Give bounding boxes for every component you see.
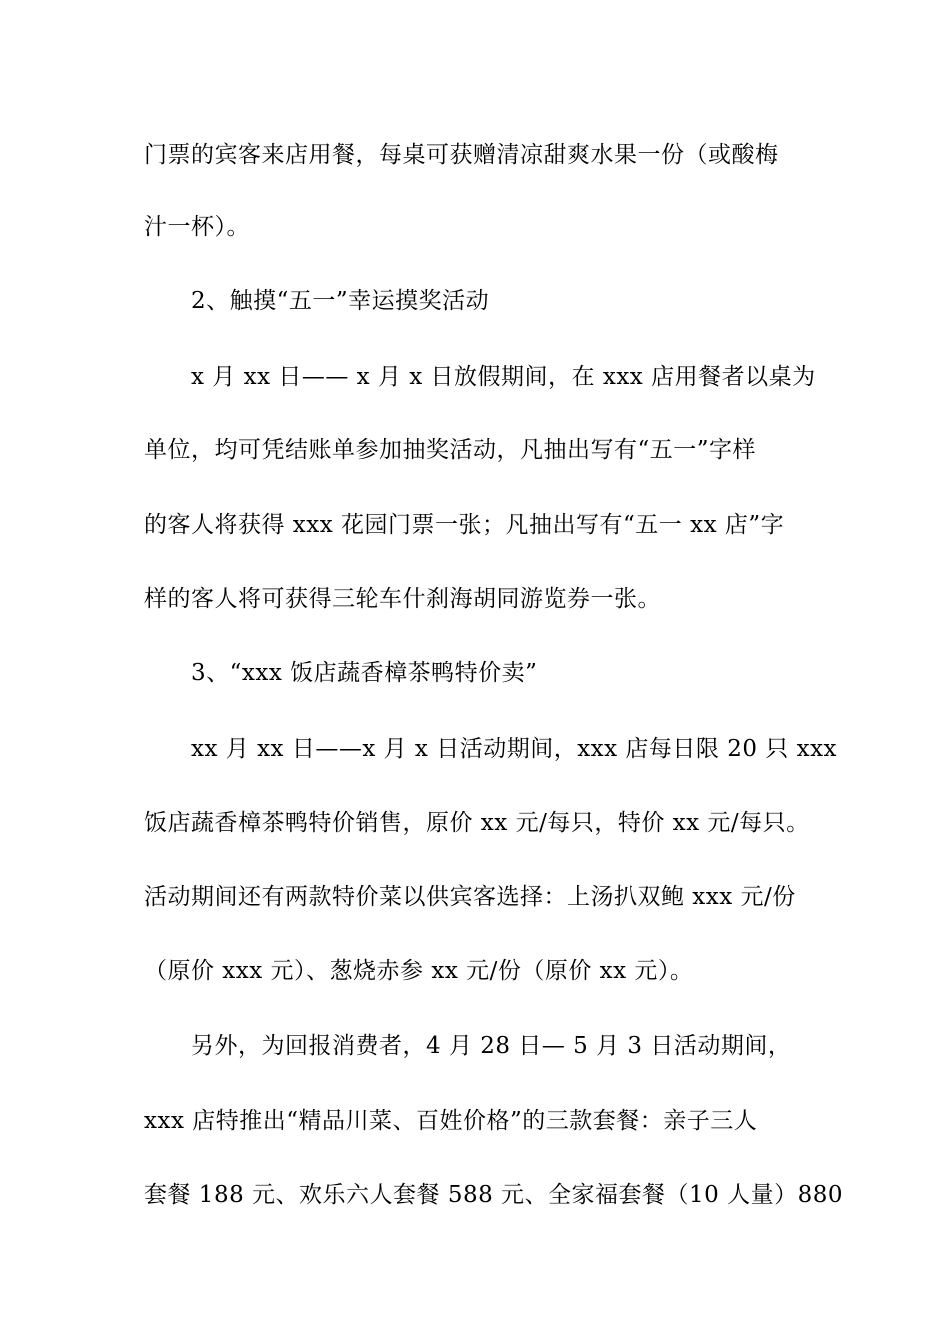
text-line-2: 汁一杯）。 (144, 214, 250, 240)
text-line-11: 活动期间还有两款特价菜以供宾客选择：上汤扒双鲍 xxx 元/份 (144, 884, 796, 910)
text-line-4: x 月 xx 日—— x 月 x 日放假期间，在 xxx 店用餐者以桌为 (191, 364, 816, 390)
text-line-12: （原价 xxx 元）、葱烧赤参 xx 元/份（原价 xx 元）。 (144, 958, 694, 984)
section-heading-3: 3、“xxx 饭店蔬香樟茶鸭特价卖” (191, 660, 538, 686)
text-line-9: xx 月 xx 日——x 月 x 日活动期间，xxx 店每日限 20 只 xxx (191, 736, 838, 762)
text-line-10: 饭店蔬香樟茶鸭特价销售，原价 xx 元/每只，特价 xx 元/每只。 (144, 810, 810, 836)
text-line-13: 另外，为回报消费者，4 月 28 日— 5 月 3 日活动期间， (191, 1033, 792, 1059)
text-line-7: 样的客人将可获得三轮车什刹海胡同游览券一张。 (144, 586, 661, 612)
text-line-15: 套餐 188 元、欢乐六人套餐 588 元、全家福套餐（10 人量）880 (144, 1182, 844, 1208)
text-line-6: 的客人将获得 xxx 花园门票一张；凡抽出写有“五一 xx 店”字 (144, 512, 785, 538)
section-heading-2: 2、触摸“五一”幸运摸奖活动 (191, 288, 490, 314)
text-line-5: 单位，均可凭结账单参加抽奖活动，凡抽出写有“五一”字样 (144, 437, 757, 463)
text-line-14: xxx 店特推出“精品川菜、百姓价格”的三款套餐：亲子三人 (144, 1108, 758, 1134)
text-line-1: 门票的宾客来店用餐，每桌可获赠清凉甜爽水果一份（或酸梅 (144, 142, 779, 168)
